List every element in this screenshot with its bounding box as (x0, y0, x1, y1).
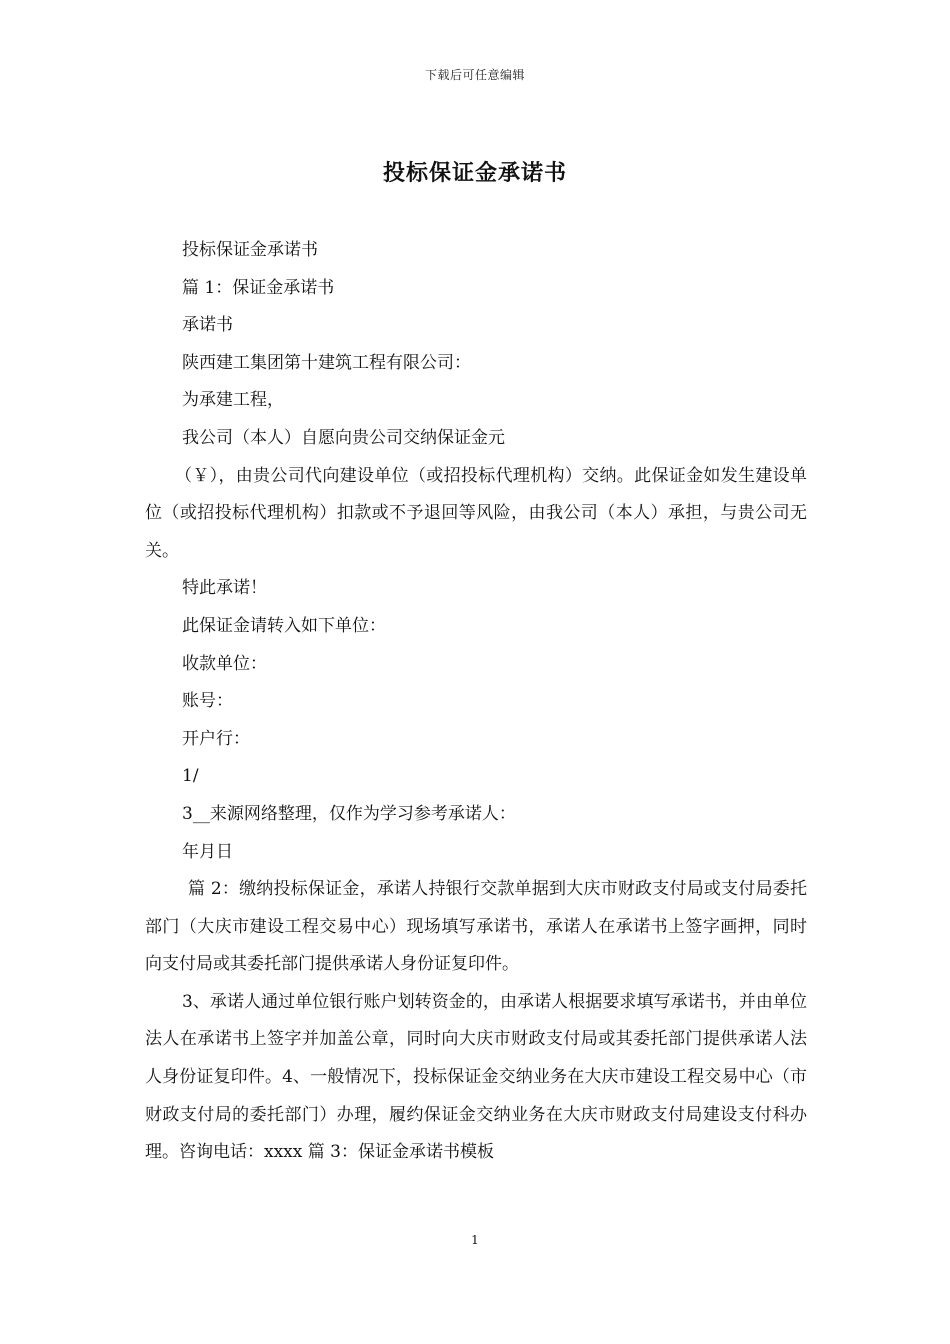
paragraph-section-3-and-4: 3、承诺人通过单位银行账户划转资金的，由承诺人根据要求填写承诺书，并由单位法人在承诺书上签字并加盖公章，同时向大庆市财政支付局或其委托部门提供承诺人法人身份证复印件。4、一般情况下，投标保证金交纳业务在大庆市建设工程交易中心（市财政支付局的委托部门）办理，履约保证金交纳业务在大庆市财政支付局建设支付科办理。咨询电话：xxxx 篇 3：保证金承诺书模板 (145, 991, 807, 1163)
paragraph-section-2: 篇 2：缴纳投标保证金，承诺人持银行交款单据到大庆市财政支付局或支付局委托部门（大庆市建设工程交易中心）现场填写承诺书，承诺人在承诺书上签字画押，同时向支付局或其委托部门提供承诺人身份证复印件。 (145, 879, 807, 975)
document-body (145, 232, 807, 1172)
paragraph-bank: 开户行： (182, 728, 250, 749)
paragraph-deposit-statement: 我公司（本人）自愿向贵公司交纳保证金元 (182, 427, 505, 448)
paragraph-payee: 收款单位： (182, 653, 267, 674)
paragraph-account-number: 账号： (182, 691, 233, 712)
document-title: 投标保证金承诺书 (382, 160, 567, 186)
paragraph-transfer-note: 此保证金请转入如下单位： (182, 615, 386, 636)
paragraph-section-1-heading: 篇 1：保证金承诺书 (182, 277, 335, 298)
paragraph-project: 为承建工程， (182, 390, 284, 411)
paragraph-deposit-terms: （￥），由贵公司代向建设单位（或招投标代理机构）交纳。此保证金如发生建设单位（或招投标代理机构）扣款或不予退回等风险，由我公司（本人）承担，与贵公司无关。 (145, 465, 807, 561)
paragraph-commitment: 特此承诺！ (182, 578, 267, 599)
paragraph-letter-heading: 承诺书 (182, 315, 233, 336)
page-number: 1 (471, 1233, 479, 1247)
paragraph-source-note: 3__来源网络整理，仅作为学习参考承诺人： (182, 803, 516, 824)
paragraph-addressee: 陕西建工集团第十建筑工程有限公司： (182, 352, 471, 373)
paragraph-page-marker: 1/ (182, 766, 199, 787)
header-note: 下载后可任意编辑 (424, 68, 525, 82)
paragraph-date-line: 年月日 (182, 841, 233, 862)
paragraph-subtitle: 投标保证金承诺书 (182, 240, 318, 260)
